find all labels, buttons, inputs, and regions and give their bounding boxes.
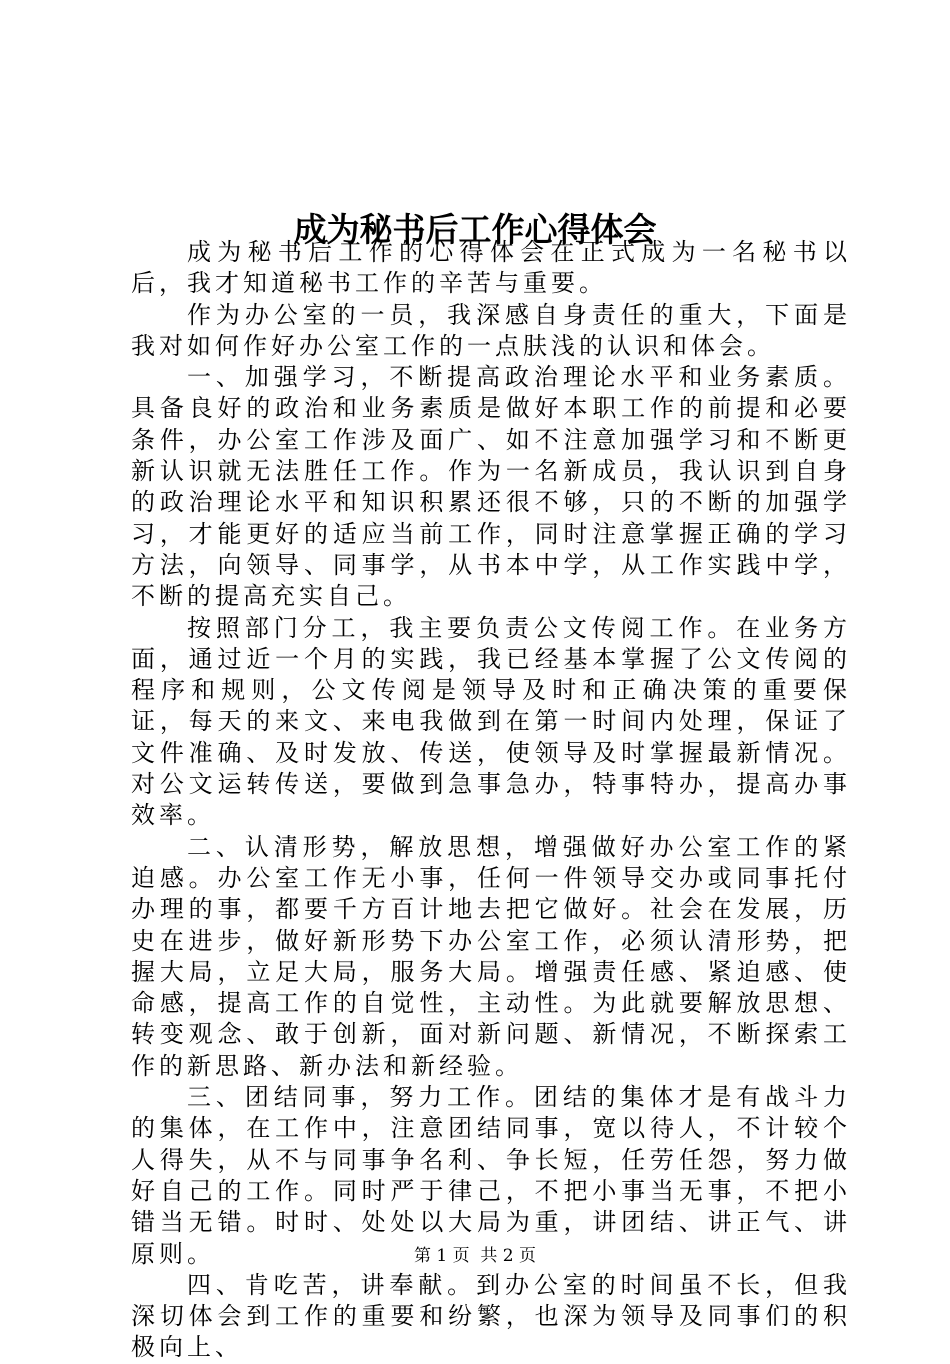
paragraph: 成为秘书后工作的心得体会在正式成为一名秘书以后，我才知道秘书工作的辛苦与重要。 [131, 238, 851, 298]
page-footer: 第 1 页 共 2 页 [413, 1246, 537, 1266]
document-body [131, 237, 851, 1364]
document-title: 成为秘书后工作心得体会 [293, 210, 657, 250]
paragraph: 四、肯吃苦，讲奉献。到办公室的时间虽不长，但我深切体会到工作的重要和纷繁，也深为领导及同事们的积极向上、 [131, 1270, 851, 1362]
paragraph: 一、加强学习，不断提高政治理论水平和业务素质。具备良好的政治和业务素质是做好本职工作的前提和必要条件，办公室工作涉及面广、如不注意加强学习和不断更新认识就无法胜任工作。作为一名新成员，我认识到自身的政治理论水平和知识积累还很不够，只的不断的加强学习，才能更好的适应当前工作，同时注意掌握正确的学习方法，向领导、同事学，从书本中学，从工作实践中学，不断的提高充实自己。 [131, 363, 851, 611]
paragraph: 按照部门分工，我主要负责公文传阅工作。在业务方面，通过近一个月的实践，我已经基本掌握了公文传阅的程序和规则，公文传阅是领导及时和正确决策的重要保证，每天的来文、来电我做到在第一时间内处理，保证了文件准确、及时发放、传送，使领导及时掌握最新情况。对公文运转传送，要做到急事急办，特事特办，提高办事效率。 [131, 613, 851, 830]
paragraph: 三、团结同事，努力工作。团结的集体才是有战斗力的集体，在工作中，注意团结同事，宽以待人，不计较个人得失，从不与同事争名利、争长短，任劳任怨，努力做好自己的工作。同时严于律己，不把小事当无事，不把小错当无错。时时、处处以大局为重，讲团结、讲正气、讲原则。 [131, 1083, 851, 1268]
paragraph: 作为办公室的一员，我深感自身责任的重大，下面是我对如何作好办公室工作的一点肤浅的认识和体会。 [131, 300, 851, 360]
paragraph: 二、认清形势，解放思想，增强做好办公室工作的紧迫感。办公室工作无小事，任何一件领导交办或同事托付办理的事，都要千方百计地去把它做好。社会在发展，历史在进步，做好新形势下办公室工作，必须认清形势，把握大局，立足大局，服务大局。增强责任感、紧迫感、使命感，提高工作的自觉性，主动性。为此就要解放思想、转变观念、敢于创新，面对新问题、新情况，不断探索工作的新思路、新办法和新经验。 [131, 832, 851, 1080]
